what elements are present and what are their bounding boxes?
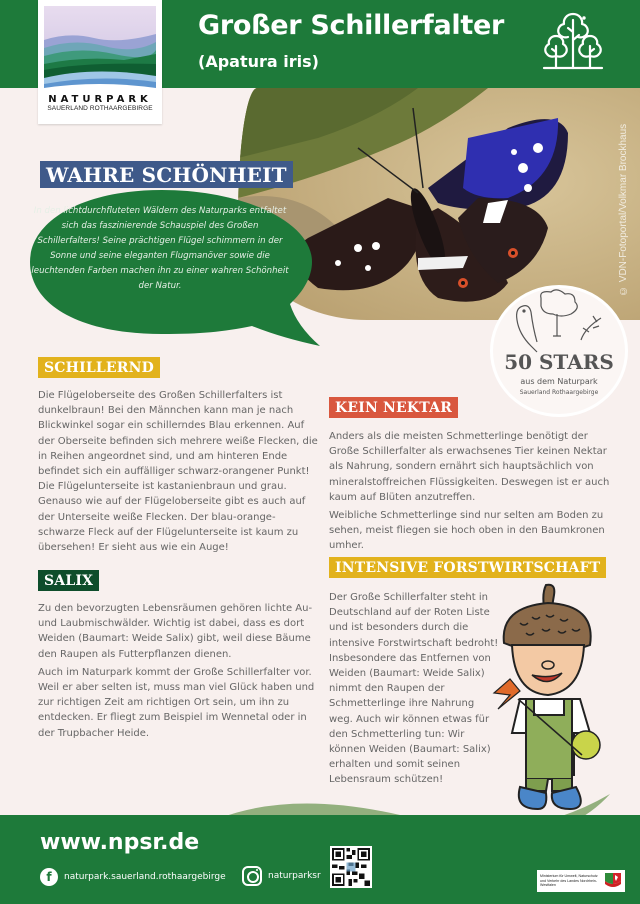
ministry-logo <box>537 870 625 892</box>
paragraph: Zu den bevorzugten Lebensräumen gehören lichte Au- und Laubmischwälder. Wichtig ist dabei, dass es dort Weiden (Baumart: Weide Salix) gibt, weil diese Bäume den Raupen als Futterpflanzen dienen. <box>38 603 313 660</box>
landscape-logo-icon <box>44 6 156 90</box>
logo-subtitle: SAUERLAND ROTHAARGEBIRGE <box>47 105 153 112</box>
acorn-mascot-icon <box>490 583 610 813</box>
trees-icon <box>538 10 608 74</box>
page-title: Großer Schillerfalter <box>198 10 504 41</box>
facebook-icon: f <box>40 868 58 886</box>
nrw-crest-icon <box>604 872 622 890</box>
instagram-icon <box>242 866 262 886</box>
facebook-label: naturpark.sauerland.rothaargebirge <box>64 872 226 882</box>
heading-kein-nektar: KEIN NEKTAR <box>329 397 458 418</box>
photo-credit: © VDN-Fotoportal/Volkmar Brockhaus <box>618 123 629 296</box>
facebook-link[interactable] <box>40 868 226 886</box>
nektar-text <box>329 429 611 554</box>
paragraph: Auch im Naturpark kommt der Große Schillerfalter vor. Weil er aber selten ist, muss man viel Glück haben und zur richtigen Zeit am richtigen Ort sein, um ihn zu entdecken. Er fliegt zum Beispiel im Wennetal oder in der Trupbacher Heide. <box>38 666 315 739</box>
website-link[interactable]: www.npsr.de <box>40 830 200 855</box>
logo-name: NATURPARK <box>48 94 152 105</box>
paragraph: Der Große Schillerfalter steht in Deutschland auf der Roten Liste und ist besonders durch die intensive Forstwirtschaft bedroht! Insbesondere das Entfernen von Weiden (Baumart: Weide Salix) nimmt den Raupen der Schmetterlinge ihre Nahrung weg. Auch wir können etwas für den Schmetterling tun: Wir können Weiden (Baumart: Salix) erhalten und somit seinen Lebensraum schützen! <box>329 592 499 786</box>
instagram-link[interactable] <box>242 866 321 886</box>
schillernd-text <box>38 388 318 555</box>
badge-title: 50 STARS <box>504 350 614 374</box>
forst-text <box>329 590 501 788</box>
fifty-stars-badge <box>490 285 628 417</box>
ministry-name: Ministerium für Umwelt, Naturschutz und Verkehr des Landes Nordrhein-Westfalen <box>540 874 598 888</box>
page-subtitle: (Apatura iris) <box>198 52 319 71</box>
intro-text: In den lichtdurchfluteten Wäldern des Naturparks entfaltet sich das faszinierende Schauspiel des Großen Schillerfalters! Seine prächtigen Flügel schimmern in der Sonne und seine eleganten Flugmanöver sowie die leuchtenden Farben machen ihn zu einer wahren Schönheit der Natur. <box>31 206 289 291</box>
instagram-label: naturparksr <box>268 871 321 881</box>
paragraph: Die Flügeloberseite des Großen Schillerfalters ist dunkelbraun! Bei den Männchen kann man je nach Blickwinkel sogar ein schillerndes Blau erkennen. Auf der Oberseite befinden sich mehrere weiße Flecken, die in Reihen angeordnet sind, und am hinteren Ende befindet sich ein auffälliger schwarz-orangener Punkt! Die Flügelunterseite ist kastanienbraun und grau. Genauso wie auf der Flügeloberseite gibt es auch auf der Unterseite weiße Flecken. Der blau-orange-schwarze Fleck auf der Flügelunterseite ist kaum zu übersehen! Er sieht aus wie ein Auge! <box>38 390 318 554</box>
paragraph: Weibliche Schmetterlinge sind nur selten am Boden zu sehen, meist fliegen sie hoch oben in den Baumkronen umher. <box>329 510 605 552</box>
naturpark-logo <box>38 0 162 124</box>
badge-line-1: aus dem Naturpark <box>520 377 598 386</box>
heading-schillernd: SCHILLERND <box>38 357 160 378</box>
qr-code[interactable] <box>330 846 372 888</box>
salix-text <box>38 601 318 741</box>
badge-line-2: Sauerland Rothaargebirge <box>519 389 599 396</box>
paragraph: Anders als die meisten Schmetterlinge benötigt der Große Schillerfalter als erwachsenes Tier keinen Nektar als Nahrung, sondern ernährt sich hauptsächlich von mineralstoffreichen Flüssigkeiten. Deswegen ist er auch kaum auf Blüten anzutreffen. <box>329 431 610 503</box>
heading-wahre-schoenheit: WAHRE SCHÖNHEIT <box>40 161 293 188</box>
qr-code-icon <box>332 848 370 886</box>
heading-salix: SALIX <box>38 570 99 591</box>
heading-intensive-forstwirtschaft: INTENSIVE FORSTWIRTSCHAFT <box>329 557 606 578</box>
